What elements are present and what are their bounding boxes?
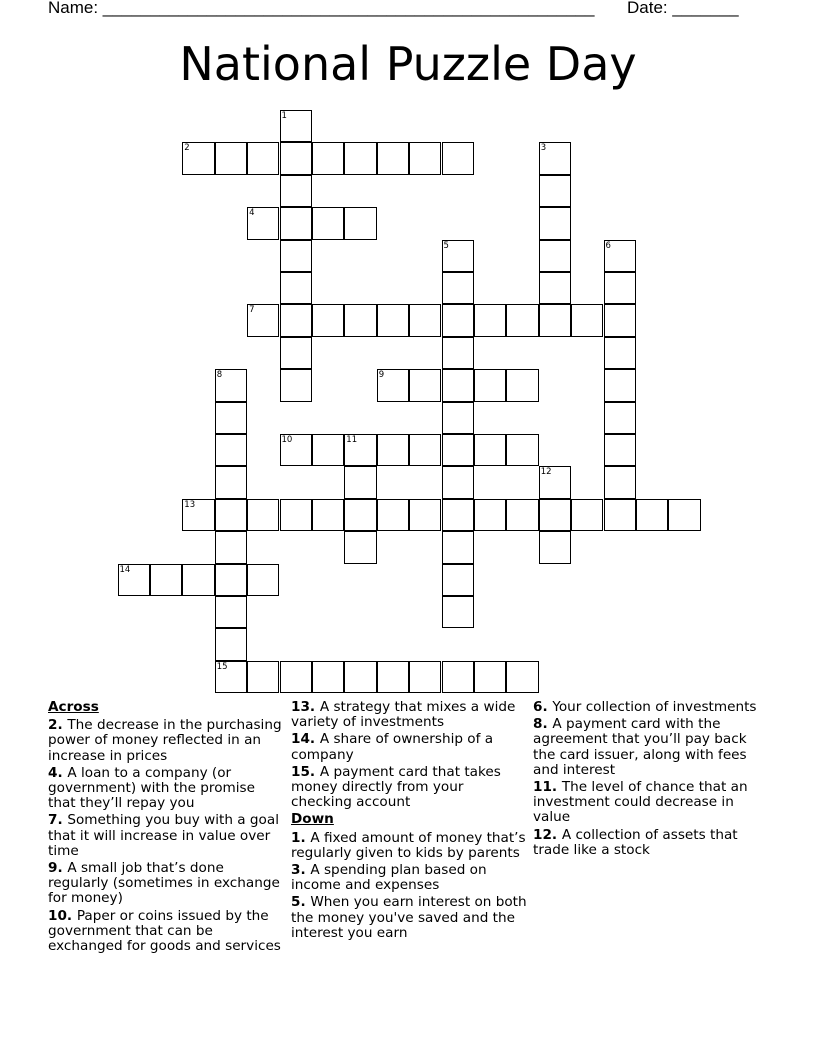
grid-cell[interactable] [474, 661, 506, 693]
grid-cell[interactable] [280, 272, 312, 304]
grid-cell[interactable] [409, 369, 441, 401]
clue-item-number: 10. [48, 907, 77, 924]
grid-cell[interactable] [474, 304, 506, 336]
grid-cell[interactable] [280, 434, 312, 466]
grid-cell[interactable] [312, 304, 344, 336]
clue-number: 8 [216, 370, 223, 381]
grid-cell[interactable] [539, 304, 571, 336]
clue-number: 11 [346, 435, 358, 445]
grid-cell[interactable] [247, 304, 279, 336]
puzzle-title: National Puzzle Day [179, 37, 637, 91]
grid-cell[interactable] [442, 304, 474, 336]
grid-cell[interactable] [539, 531, 571, 563]
grid-cell[interactable] [442, 369, 474, 401]
clue-number: 13 [184, 499, 196, 510]
clue-item-number: 13. [291, 699, 320, 715]
clue-item-number: 5. [291, 894, 311, 911]
grid-cell[interactable] [377, 304, 409, 336]
clue-item-text: A small job that’s done regularly (sometimes in exchange for money) [48, 860, 280, 907]
grid-cell[interactable] [377, 142, 409, 174]
grid-cell[interactable] [604, 369, 636, 401]
grid-cell[interactable] [442, 142, 474, 174]
grid-cell[interactable] [312, 207, 344, 239]
clue-number: 5 [443, 240, 449, 251]
clue-item-number: 15. [291, 763, 320, 780]
grid-cell[interactable] [442, 402, 474, 434]
grid-cell[interactable] [539, 272, 571, 304]
clue-item-text: The level of chance that an investment could decrease in value [533, 779, 748, 826]
grid-cell[interactable] [636, 499, 668, 531]
grid-cell[interactable] [344, 142, 376, 174]
grid-cell[interactable] [442, 564, 474, 596]
clue-item-number: 4. [48, 764, 68, 781]
grid-cell[interactable] [215, 564, 247, 596]
grid-cell[interactable] [344, 661, 376, 693]
grid-cell[interactable] [571, 304, 603, 336]
grid-cell[interactable] [474, 499, 506, 531]
clue-item-text: Your collection of investments [552, 699, 757, 715]
grid-cell[interactable] [539, 499, 571, 531]
clue-item-number: 14. [291, 731, 320, 748]
grid-cell[interactable] [215, 531, 247, 563]
grid-cell[interactable] [280, 110, 312, 142]
grid-cell[interactable] [280, 207, 312, 239]
clue-item [291, 732, 527, 762]
grid-cell[interactable] [442, 531, 474, 563]
clue-item-text: A spending plan based on income and expenses [291, 862, 487, 894]
clue-number: 4 [249, 208, 255, 219]
grid-cell[interactable] [506, 661, 538, 693]
clues-column-1 [48, 700, 284, 956]
grid-cell[interactable] [182, 142, 214, 174]
clue-item-text: When you earn interest on both the money you've saved and the interest you earn [291, 894, 527, 941]
grid-cell[interactable] [409, 142, 441, 174]
grid-cell[interactable] [215, 466, 247, 498]
clue-number: 15 [216, 661, 228, 672]
grid-cell[interactable] [280, 142, 312, 174]
grid-cell[interactable] [442, 466, 474, 498]
clue-item [48, 813, 284, 859]
clue-item [291, 895, 527, 941]
grid-cell[interactable] [280, 240, 312, 272]
grid-cell[interactable] [604, 466, 636, 498]
grid-cell[interactable] [344, 434, 376, 466]
grid-cell[interactable] [247, 499, 279, 531]
grid-cell[interactable] [377, 369, 409, 401]
clue-item-text: A payment card that takes money directly from your checking account [291, 763, 501, 811]
grid-cell[interactable] [215, 628, 247, 660]
name-field-label: Name: ____________________________________________________ [48, 0, 595, 17]
grid-cell[interactable] [377, 661, 409, 693]
grid-cell[interactable] [409, 499, 441, 531]
grid-cell[interactable] [409, 434, 441, 466]
clue-number: 1 [281, 111, 287, 121]
clue-item [291, 863, 527, 893]
clue-item-text: Paper or coins issued by the government that can be exchanged for goods and services [48, 907, 281, 955]
clue-item [291, 831, 527, 861]
grid-cell[interactable] [604, 499, 636, 531]
clue-number: 12 [540, 467, 552, 478]
clue-item-number: 1. [291, 829, 311, 846]
grid-cell[interactable] [247, 661, 279, 693]
clue-item-text: A loan to a company (or government) with the promise that they’ll repay you [48, 764, 255, 812]
grid-cell[interactable] [442, 499, 474, 531]
grid-cell[interactable] [215, 499, 247, 531]
grid-cell[interactable] [344, 304, 376, 336]
clues-column-3 [533, 700, 769, 860]
date-field-label: Date: _______ [627, 0, 739, 17]
grid-cell[interactable] [182, 564, 214, 596]
grid-cell[interactable] [312, 142, 344, 174]
grid-cell[interactable] [604, 402, 636, 434]
grid-cell[interactable] [280, 337, 312, 369]
grid-cell[interactable] [280, 175, 312, 207]
grid-cell[interactable] [604, 272, 636, 304]
grid-cell[interactable] [247, 564, 279, 596]
clue-item [533, 717, 769, 778]
clues-column-2 [291, 700, 527, 943]
clue-item [48, 909, 284, 955]
clue-item [48, 861, 284, 907]
grid-cell[interactable] [604, 434, 636, 466]
clue-number: 9 [378, 370, 385, 381]
clue-item-number: 7. [48, 812, 68, 829]
clue-item [533, 700, 769, 715]
clue-item [48, 766, 284, 812]
down-heading: Down [291, 811, 334, 828]
grid-cell[interactable] [215, 402, 247, 434]
clue-number: 6 [605, 240, 611, 251]
clue-number: 14 [119, 564, 131, 575]
clue-number: 7 [249, 305, 255, 316]
grid-cell[interactable] [506, 369, 538, 401]
grid-cell[interactable] [539, 142, 571, 174]
grid-cell[interactable] [247, 142, 279, 174]
clue-item-number: 12. [533, 826, 562, 843]
grid-cell[interactable] [215, 661, 247, 693]
grid-cell[interactable] [474, 369, 506, 401]
clue-item-text: A share of ownership of a company [291, 731, 494, 763]
grid-cell[interactable] [604, 304, 636, 336]
grid-cell[interactable] [280, 369, 312, 401]
grid-cell[interactable] [539, 240, 571, 272]
grid-cell[interactable] [150, 564, 182, 596]
grid-cell[interactable] [506, 434, 538, 466]
clue-item [291, 700, 527, 730]
clue-item-number: 8. [533, 716, 553, 733]
grid-cell[interactable] [344, 499, 376, 531]
grid-cell[interactable] [118, 564, 150, 596]
grid-cell[interactable] [539, 175, 571, 207]
clue-item-text: A collection of assets that trade like a stock [533, 826, 738, 858]
grid-cell[interactable] [442, 434, 474, 466]
grid-cell[interactable] [506, 304, 538, 336]
grid-cell[interactable] [344, 531, 376, 563]
clue-item-text: The decrease in the purchasing power of money reflected in an increase in prices [48, 717, 282, 764]
clue-number: 3 [540, 143, 547, 154]
clue-item [533, 780, 769, 826]
grid-cell[interactable] [442, 661, 474, 693]
grid-cell[interactable] [409, 661, 441, 693]
clue-item [533, 828, 769, 858]
clue-item-number: 11. [533, 779, 562, 796]
clue-item-number: 6. [533, 699, 553, 715]
grid-cell[interactable] [604, 337, 636, 369]
grid-cell[interactable] [312, 499, 344, 531]
grid-cell[interactable] [247, 207, 279, 239]
clue-item-text: A strategy that mixes a wide variety of investments [291, 699, 516, 731]
grid-cell[interactable] [604, 240, 636, 272]
grid-cell[interactable] [280, 661, 312, 693]
clue-number: 2 [184, 143, 190, 154]
clue-item-text: A fixed amount of money that’s regularly given to kids by parents [291, 829, 526, 861]
grid-cell[interactable] [312, 661, 344, 693]
grid-cell[interactable] [474, 434, 506, 466]
clue-item-text: Something you buy with a goal that it will increase in value over time [48, 812, 279, 859]
across-heading: Across [48, 699, 99, 715]
grid-cell[interactable] [409, 304, 441, 336]
grid-cell[interactable] [215, 369, 247, 401]
grid-cell[interactable] [539, 207, 571, 239]
grid-cell[interactable] [442, 337, 474, 369]
grid-cell[interactable] [539, 466, 571, 498]
clue-item-number: 3. [291, 862, 311, 879]
clue-item-number: 9. [48, 860, 68, 877]
grid-cell[interactable] [215, 434, 247, 466]
grid-cell[interactable] [215, 142, 247, 174]
grid-cell[interactable] [442, 596, 474, 628]
clue-item-text: A payment card with the agreement that you’ll pay back the card issuer, along with fees and interest [533, 716, 747, 778]
grid-cell[interactable] [377, 499, 409, 531]
clue-number: 10 [281, 435, 293, 445]
grid-cell[interactable] [312, 434, 344, 466]
grid-cell[interactable] [344, 207, 376, 239]
grid-cell[interactable] [442, 240, 474, 272]
grid-cell[interactable] [377, 434, 409, 466]
grid-cell[interactable] [668, 499, 700, 531]
grid-cell[interactable] [344, 466, 376, 498]
grid-cell[interactable] [280, 499, 312, 531]
clue-item-number: 2. [48, 717, 68, 734]
grid-cell[interactable] [182, 499, 214, 531]
grid-cell[interactable] [506, 499, 538, 531]
clue-item [48, 718, 284, 764]
grid-cell[interactable] [280, 304, 312, 336]
clue-item [291, 765, 527, 811]
grid-cell[interactable] [571, 499, 603, 531]
grid-cell[interactable] [215, 596, 247, 628]
grid-cell[interactable] [442, 272, 474, 304]
